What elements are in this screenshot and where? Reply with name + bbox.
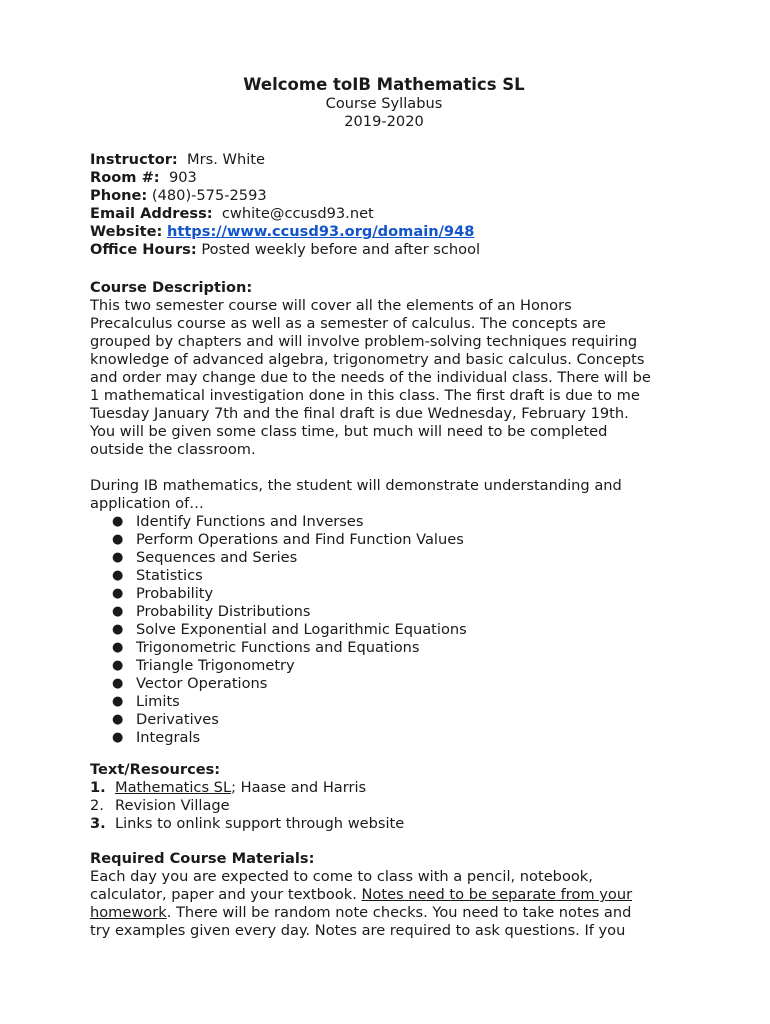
resource-item [90, 797, 690, 815]
list-item [112, 585, 690, 603]
resource-number: 1. [90, 779, 106, 796]
email-value: cwhite@ccusd93.net [221, 205, 374, 222]
website-link[interactable]: https://www.ccusd93.org/domain/948 [166, 223, 475, 240]
bullet-icon: ● [112, 712, 124, 727]
resource-text: Revision Village [115, 797, 230, 814]
description-line: Tuesday January 7th and the final draft is due Wednesday, February 19th. [90, 405, 629, 422]
topics-list [90, 513, 690, 747]
phone-row [90, 187, 690, 205]
list-item-label: Trigonometric Functions and Equations [136, 639, 420, 656]
list-item [112, 603, 690, 621]
page-title: Welcome toIB Mathematics SL [243, 75, 525, 94]
resources-heading: Text/Resources: [90, 761, 221, 778]
room-label: Room #: [90, 169, 160, 186]
list-item-label: Triangle Trigonometry [136, 657, 295, 674]
instructor-value: Mrs. White [187, 151, 265, 168]
website-label: Website: [90, 223, 163, 240]
instructor-label: Instructor: [90, 151, 178, 168]
materials-line [90, 904, 690, 922]
bullet-icon: ● [112, 586, 124, 601]
description-line: outside the classroom. [90, 441, 256, 458]
room-value: 903 [168, 169, 197, 186]
resource-item [90, 815, 690, 833]
list-item [112, 567, 690, 585]
materials-line: Each day you are expected to come to class with a pencil, notebook, [90, 868, 593, 885]
description-line: knowledge of advanced algebra, trigonometry and basic calculus. Concepts [90, 351, 645, 368]
list-item [112, 657, 690, 675]
materials-emphasis: Notes need to be separate from your [361, 886, 633, 903]
list-item-label: Integrals [136, 729, 201, 746]
bullet-icon: ● [112, 694, 124, 709]
list-item [112, 531, 690, 549]
list-item-label: Probability [136, 585, 214, 602]
office-hours-label: Office Hours: [90, 241, 197, 258]
topics-intro-line: application of… [90, 495, 204, 512]
phone-value: (480)-575-2593 [151, 187, 267, 204]
list-item [112, 693, 690, 711]
resource-number: 3. [90, 815, 106, 832]
materials-text-part: calculator, paper and your textbook. [90, 886, 362, 903]
course-description-text [90, 297, 690, 459]
description-line: and order may change due to the needs of the individual class. There will be [90, 369, 651, 386]
website-row [90, 223, 690, 241]
description-line: Precalculus course as well as a semester of calculus. The concepts are [90, 315, 606, 332]
list-item-label: Derivatives [136, 711, 219, 728]
email-label: Email Address: [90, 205, 213, 222]
resource-number: 2. [90, 797, 104, 814]
list-item [112, 621, 690, 639]
email-row [90, 205, 690, 223]
list-item-label: Perform Operations and Find Function Values [136, 531, 464, 548]
bullet-icon: ● [112, 622, 124, 637]
list-item [112, 549, 690, 567]
resource-book-title: Mathematics SL [115, 779, 232, 796]
resource-item [90, 779, 690, 797]
resource-text: Links to onlink support through website [115, 815, 405, 832]
list-item [112, 729, 690, 747]
list-item-label: Statistics [136, 567, 203, 584]
instructor-info [90, 151, 690, 259]
list-item-label: Vector Operations [136, 675, 268, 692]
office-hours-value: Posted weekly before and after school [201, 241, 481, 258]
materials-text [90, 868, 690, 940]
bullet-icon: ● [112, 730, 124, 745]
list-item [112, 711, 690, 729]
bullet-icon: ● [112, 658, 124, 673]
syllabus-page [90, 75, 690, 940]
bullet-icon: ● [112, 676, 124, 691]
materials-line: try examples given every day. Notes are required to ask questions. If you [90, 922, 626, 939]
materials-line [90, 886, 690, 904]
materials-emphasis: homework [90, 904, 167, 921]
bullet-icon: ● [112, 550, 124, 565]
list-item-label: Limits [136, 693, 180, 710]
instructor-row [90, 151, 690, 169]
list-item [112, 675, 690, 693]
bullet-icon: ● [112, 604, 124, 619]
list-item-label: Solve Exponential and Logarithmic Equations [136, 621, 467, 638]
materials-text-part: . There will be random note checks. You need to take notes and [166, 904, 632, 921]
materials-heading: Required Course Materials: [90, 850, 315, 867]
school-year: 2019-2020 [344, 113, 424, 130]
list-item [112, 513, 690, 531]
description-line: grouped by chapters and will involve problem-solving techniques requiring [90, 333, 638, 350]
list-item [112, 639, 690, 657]
topics-intro [90, 477, 690, 513]
office-hours-row [90, 241, 690, 259]
course-description-heading: Course Description: [90, 279, 253, 296]
subtitle: Course Syllabus [325, 95, 443, 112]
description-line: 1 mathematical investigation done in this class. The first draft is due to me [90, 387, 640, 404]
phone-label: Phone: [90, 187, 148, 204]
bullet-icon: ● [112, 568, 124, 583]
description-line: This two semester course will cover all the elements of an Honors [90, 297, 572, 314]
topics-intro-line: During IB mathematics, the student will demonstrate understanding and [90, 477, 622, 494]
list-item-label: Sequences and Series [136, 549, 298, 566]
list-item-label: Identify Functions and Inverses [136, 513, 364, 530]
bullet-icon: ● [112, 532, 124, 547]
list-item-label: Probability Distributions [136, 603, 311, 620]
description-line: You will be given some class time, but much will need to be completed [90, 423, 608, 440]
bullet-icon: ● [112, 514, 124, 529]
bullet-icon: ● [112, 640, 124, 655]
room-row [90, 169, 690, 187]
resource-book-authors: ; Haase and Harris [231, 779, 367, 796]
